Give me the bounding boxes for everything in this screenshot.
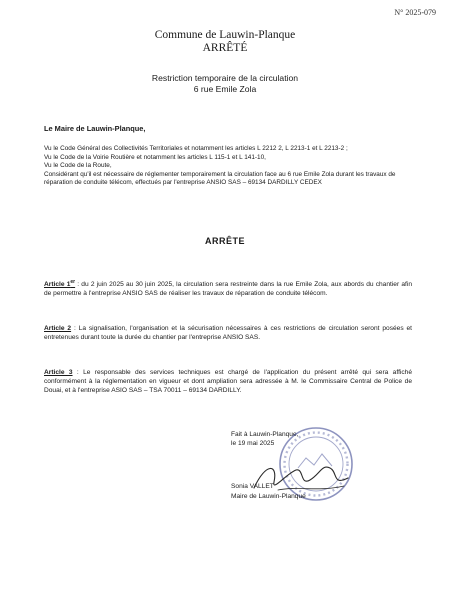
article-2-label: Article 2 <box>44 325 72 332</box>
visas-block <box>44 145 414 188</box>
visa-cgct: Vu le Code Général des Collectivités Territoriales et notamment les articles L 2212 2, L 2213-1 et L 2213-2 ; <box>44 145 348 152</box>
document-type-title: ARRÊTÉ <box>202 42 248 54</box>
subject-block <box>0 73 450 95</box>
article-3-text: : Le responsable des services techniques est chargé de l'application du présent arrêté qui sera affiché conformément à la réglementation en vigueur et dont ampliation sera adressée à M. le Commissaire Central de Police de Douai, et à l'entreprise ASIO SAS – TSA 70011 – 69134 DARDILLY. <box>44 369 412 394</box>
commune-name: Commune de Lauwin-Planque <box>154 29 296 41</box>
visa-voirie: Vu le Code de la Voirie Routière et notamment les articles L 115-1 et L 141-10, <box>44 153 266 161</box>
place-line: Fait à Lauwin-Planque, <box>231 431 299 438</box>
article-1-text: : du 2 juin 2025 au 30 juin 2025, la circulation sera restreinte dans la rue Emile Zola, aux abords du chantier afin de permettre à l'entreprise ANSIO SAS de réaliser les travaux de réparation de conduite télécom. <box>44 281 412 298</box>
date-line: le 19 mai 2025 <box>231 440 275 447</box>
authority-line: Le Maire de Lauwin-Planque, <box>44 124 146 133</box>
signer-title: Maire de Lauwin-Planque <box>231 492 306 500</box>
document-number: N° 2025-079 <box>394 8 436 17</box>
subject-line-2: 6 rue Emile Zola <box>193 84 257 94</box>
decides-heading: ARRÊTE <box>204 236 245 246</box>
article-3 <box>44 368 412 395</box>
considerant: Considérant qu'il est nécessaire de réglementer temporairement la circulation face au 6 rue Emile Zola durant les travaux de réparation de conduite télécom, effectués par l'entreprise ANSIO SAS – 69134 DARDILLY CEDEX <box>44 170 396 187</box>
article-3-label: Article 3 <box>44 369 73 376</box>
article-2-text: : La signalisation, l'organisation et la sécurisation nécessaires à ces restrictions de circulation seront posées et entretenues durant toute la durée du chantier par l'entreprise ANSIO SAS. <box>44 325 412 341</box>
article-2 <box>44 324 412 342</box>
subject-line-1: Restriction temporaire de la circulation <box>151 73 299 83</box>
article-1 <box>44 278 412 298</box>
visa-route: Vu le Code de la Route, <box>44 162 112 170</box>
signer-name: Sonia VALLET <box>231 483 274 490</box>
article-1-label: Article 1er <box>44 279 76 289</box>
signer-block <box>231 482 306 501</box>
